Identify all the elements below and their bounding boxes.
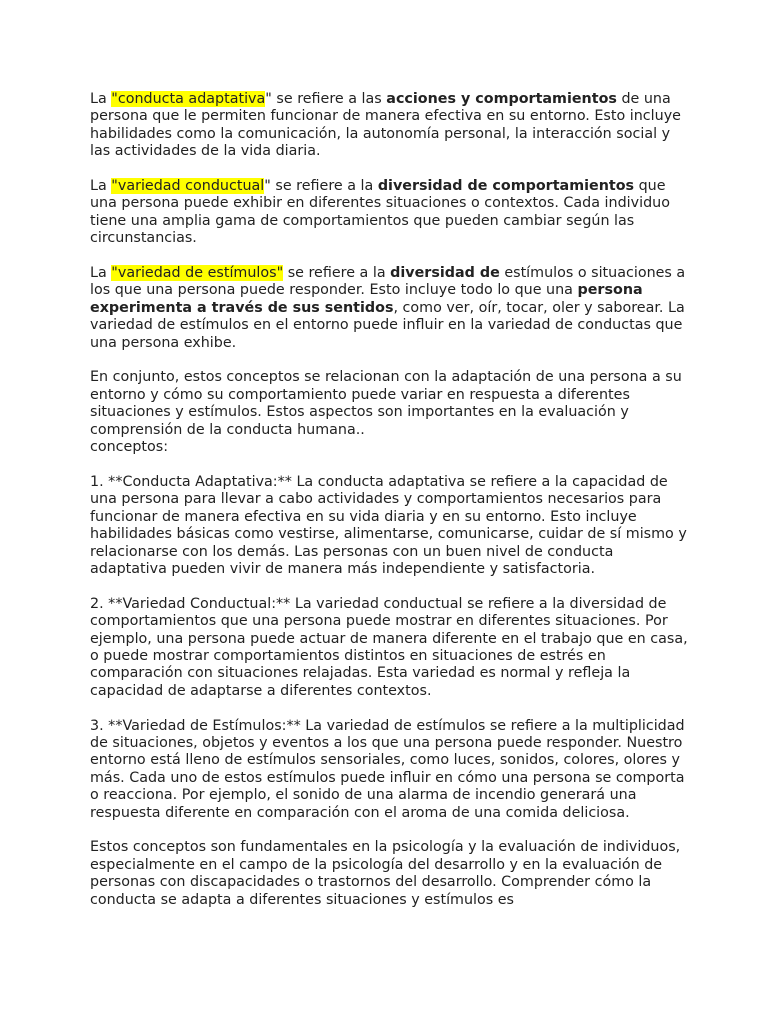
text-run: Estos conceptos son fundamentales en la psicología y la evaluación de individuos, especialmente en el campo de la psicología del desarrollo y en la evaluación de personas con discapacidades o trastornos del desarrollo. Comprender cómo la conducta se adapta a diferentes situaciones y estímulos es (90, 839, 681, 908)
text-run: estímulos o situaciones a los que una persona puede responder. Esto incluye todo lo que una (90, 265, 686, 299)
text-run: La (90, 91, 112, 107)
text-run: La (90, 178, 112, 195)
highlighted-term: "variedad conductual (111, 178, 265, 195)
paragraph-en-conjunto (90, 369, 690, 439)
text-run: La (90, 265, 112, 282)
document-page (90, 91, 690, 909)
text-run: 3. **Variedad de Estímulos:** La variedad de estímulos se refiere a la multiplicidad de situaciones, objetos y eventos a los que una persona puede responder. Nuestro entorno está lleno de estímulos sensoriales, como luces, sonidos, colores, olores y más. Cada uno de estos estímulos puede influir en cómo una persona se comporta o reacciona. Por ejemplo, el sonido de una alarma de incendio generará una respuesta diferente en comparación con el aroma de una comida deliciosa. (90, 717, 685, 821)
highlighted-term: "variedad de estímulos" (111, 265, 284, 282)
bold-term: diversidad de (390, 265, 500, 282)
line-conceptos (90, 439, 690, 456)
bold-term: acciones y comportamientos (386, 91, 617, 107)
paragraph-item-1 (90, 474, 690, 578)
bold-term: persona experimenta a través de sus sentidos (90, 282, 643, 316)
text-run: de una persona que le permiten funcionar de manera efectiva en su entorno. Esto incluye habilidades como la comunicación, la autonomía personal, la interacción social y las actividades de la vida diaria. (90, 91, 681, 160)
bold-term: diversidad de comportamientos (377, 178, 635, 195)
text-run: que una persona puede exhibir en diferentes situaciones o contextos. Cada individuo tiene una amplia gama de comportamientos que pueden cambiar según las circunstancias. (90, 178, 670, 247)
paragraph-conclusion (90, 839, 690, 909)
text-run: conceptos: (90, 439, 169, 456)
paragraph-item-2 (90, 596, 690, 700)
paragraph-variedad-estimulos (90, 265, 690, 352)
text-run: 1. **Conducta Adaptativa:** La conducta adaptativa se refiere a la capacidad de una persona para llevar a cabo actividades y comportamientos necesarios para funcionar de manera efectiva en su vida diaria y en su entorno. Esto incluye habilidades básicas como vestirse, alimentarse, comunicarse, cuidar de sí mismo y relacionarse con los demás. Las personas con un buen nivel de conducta adaptativa pueden vivir de manera más independiente y satisfactoria. (90, 473, 687, 577)
highlighted-term: "conducta adaptativa (111, 91, 266, 107)
text-run: " se refiere a las (265, 91, 387, 107)
paragraph-variedad-conductual (90, 178, 690, 248)
paragraph-item-3 (90, 718, 690, 822)
text-run: se refiere a la (283, 265, 391, 282)
text-run: 2. **Variedad Conductual:** La variedad conductual se refiere a la diversidad de comportamientos que una persona puede mostrar en diferentes situaciones. Por ejemplo, una persona puede actuar de manera diferente en el trabajo que en casa, o puede mostrar comportamientos distintos en situaciones de estrés en comparación con situaciones relajadas. Esta variedad es normal y refleja la capacidad de adaptarse a diferentes contextos. (90, 595, 688, 699)
text-run: , como ver, oír, tocar, oler y saborear. La variedad de estímulos en el entorno puede influir en la variedad de conductas que una persona exhibe. (90, 299, 685, 351)
paragraph-conducta-adaptativa (90, 91, 690, 161)
text-run: " se refiere a la (264, 178, 378, 195)
text-run: En conjunto, estos conceptos se relacionan con la adaptación de una persona a su entorno y cómo su comportamiento puede variar en respuesta a diferentes situaciones y estímulos. Estos aspectos son importantes en la evaluación y comprensión de la conducta humana.. (90, 369, 682, 438)
